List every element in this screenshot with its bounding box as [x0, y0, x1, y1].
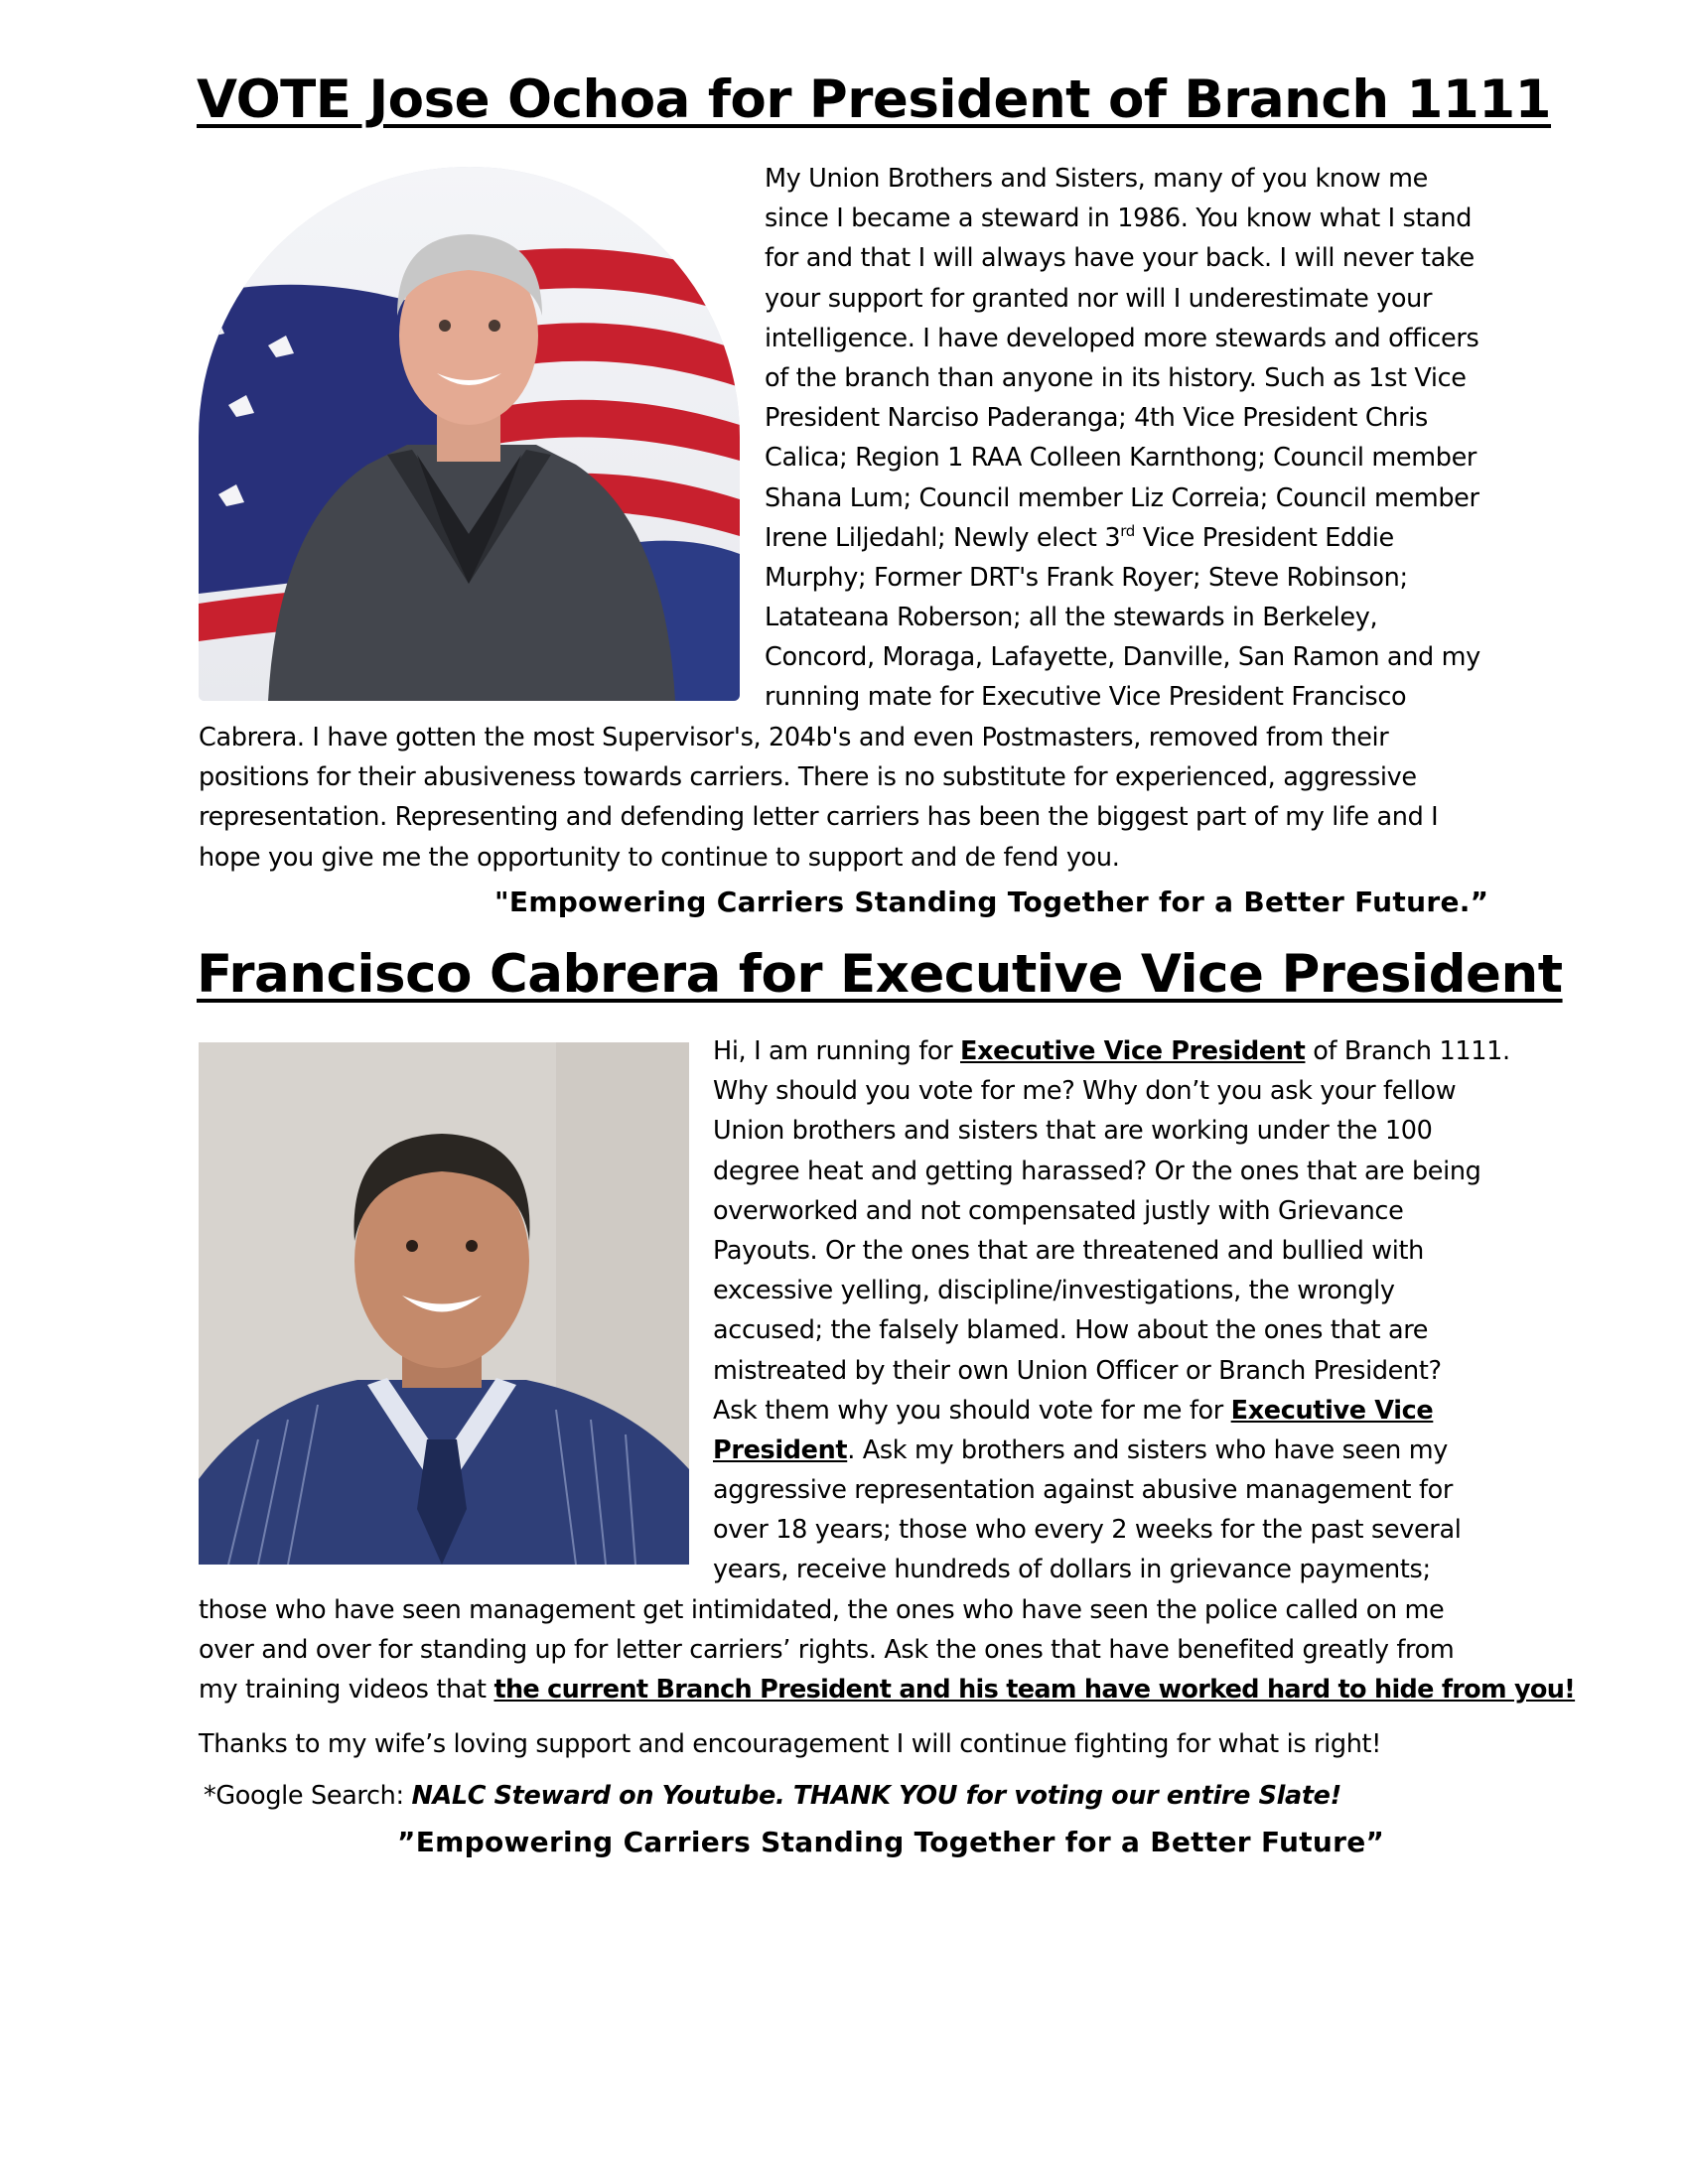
- text-line: My Union Brothers and Sisters, many of you know me: [765, 164, 1429, 194]
- text-fragment: . Ask my brothers and sisters who have seen my: [847, 1434, 1448, 1465]
- text-line: Shana Lum; Council member Liz Correia; Council member: [765, 482, 1479, 513]
- headline-executive-vp: Francisco Cabrera for Executive Vice President: [197, 944, 1563, 1005]
- text-line: overworked and not compensated justly with Grievance: [713, 1195, 1404, 1226]
- text-line: degree heat and getting harassed? Or the ones that are being: [713, 1156, 1481, 1186]
- exec-vp-emphasis: Executive Vice President: [960, 1036, 1306, 1066]
- text-line: Latateana Roberson; all the stewards in Berkeley,: [765, 603, 1378, 633]
- text-line: Concord, Moraga, Lafayette, Danville, San Ramon and my: [765, 642, 1480, 673]
- intro-text-right: [765, 159, 1480, 718]
- slogan: "Empowering Carriers Standing Together for a Better Future.”: [494, 886, 1489, 918]
- text-line: of the branch than anyone in its history. Such as 1st Vice: [765, 362, 1467, 393]
- thanks-line: [199, 1724, 1381, 1764]
- text-line: running mate for Executive Vice President Francisco: [765, 682, 1407, 713]
- text-line: representation. Representing and defending letter carriers has been the biggest part of my life and I: [199, 802, 1439, 833]
- text-line: years, receive hundreds of dollars in grievance payments;: [713, 1555, 1431, 1585]
- text-fragment: Vice President Eddie: [1134, 522, 1394, 553]
- text-line: over 18 years; those who every 2 weeks for the past several: [713, 1515, 1462, 1546]
- intro-text-full: [199, 718, 1438, 878]
- text-line: President Narciso Paderanga; 4th Vice President Chris: [765, 403, 1428, 434]
- text-line: [713, 1431, 1510, 1470]
- text-line: aggressive representation against abusive management for: [713, 1475, 1453, 1506]
- text-line: hope you give me the opportunity to continue to support and de fend you.: [199, 842, 1120, 873]
- text-line: accused; the falsely blamed. How about the ones that are: [713, 1315, 1429, 1346]
- text-line: [713, 1031, 1510, 1071]
- photo-jose-ochoa: [199, 167, 740, 701]
- text-line: intelligence. I have developed more stewards and officers: [765, 323, 1479, 353]
- exec-vp-emphasis: President: [713, 1434, 848, 1465]
- text-fragment: *Google Search:: [204, 1781, 412, 1811]
- text-line: Why should you vote for me? Why don’t you ask your fellow: [713, 1076, 1457, 1107]
- text-fragment: my training videos that: [199, 1675, 494, 1706]
- slogan: ”Empowering Carriers Standing Together for a Better Future”: [397, 1826, 1385, 1858]
- text-line: Thanks to my wife’s loving support and encouragement I will continue fighting for what is right!: [199, 1729, 1382, 1759]
- photo-francisco-cabrera: [199, 1042, 689, 1565]
- text-line: mistreated by their own Union Officer or Branch President?: [713, 1355, 1442, 1386]
- text-line: Payouts. Or the ones that are threatened and bullied with: [713, 1235, 1424, 1266]
- text-fragment: Ask them why you should vote for me for: [713, 1395, 1231, 1426]
- text-line: Murphy; Former DRT's Frank Royer; Steve Robinson;: [765, 562, 1408, 593]
- headline-president: VOTE Jose Ochoa for President of Branch 1111: [197, 69, 1552, 130]
- text-line: for and that I will always have your back. I will never take: [765, 243, 1475, 274]
- text-line: Calica; Region 1 RAA Colleen Karnthong; Council member: [765, 443, 1477, 474]
- emphasis-hide-from-you: the current Branch President and his team have worked hard to hide from you!: [493, 1675, 1576, 1706]
- text-line: [765, 518, 1480, 558]
- exec-vp-text-full: [199, 1590, 1575, 1710]
- text-fragment: Hi, I am running for: [713, 1036, 960, 1066]
- text-line: [204, 1776, 1341, 1816]
- text-line: excessive yelling, discipline/investigations, the wrongly: [713, 1276, 1395, 1306]
- text-line: positions for their abusiveness towards carriers. There is no substitute for experienced, aggressive: [199, 762, 1417, 793]
- text-line: over and over for standing up for letter carriers’ rights. Ask the ones that have benefited greatly from: [199, 1635, 1455, 1666]
- exec-vp-text-right: [713, 1031, 1510, 1590]
- text-line: [713, 1391, 1510, 1431]
- exec-vp-emphasis: Executive Vice: [1230, 1395, 1434, 1426]
- text-line: Union brothers and sisters that are working under the 100: [713, 1116, 1433, 1147]
- text-fragment: of Branch 1111.: [1305, 1036, 1510, 1066]
- google-search-line: [204, 1776, 1341, 1816]
- text-fragment: Irene Liljedahl; Newly elect 3: [765, 522, 1121, 553]
- text-line: your support for granted nor will I underestimate your: [765, 283, 1433, 314]
- text-line: Cabrera. I have gotten the most Supervisor's, 204b's and even Postmasters, removed from their: [199, 723, 1389, 752]
- superscript-rd: rd: [1120, 521, 1135, 540]
- youtube-callout: NALC Steward on Youtube. THANK YOU for voting our entire Slate!: [411, 1781, 1341, 1811]
- text-line: since I became a steward in 1986. You know what I stand: [765, 204, 1473, 234]
- text-line: those who have seen management get intimidated, the ones who have seen the police called on me: [199, 1595, 1445, 1625]
- text-line: [199, 1670, 1575, 1709]
